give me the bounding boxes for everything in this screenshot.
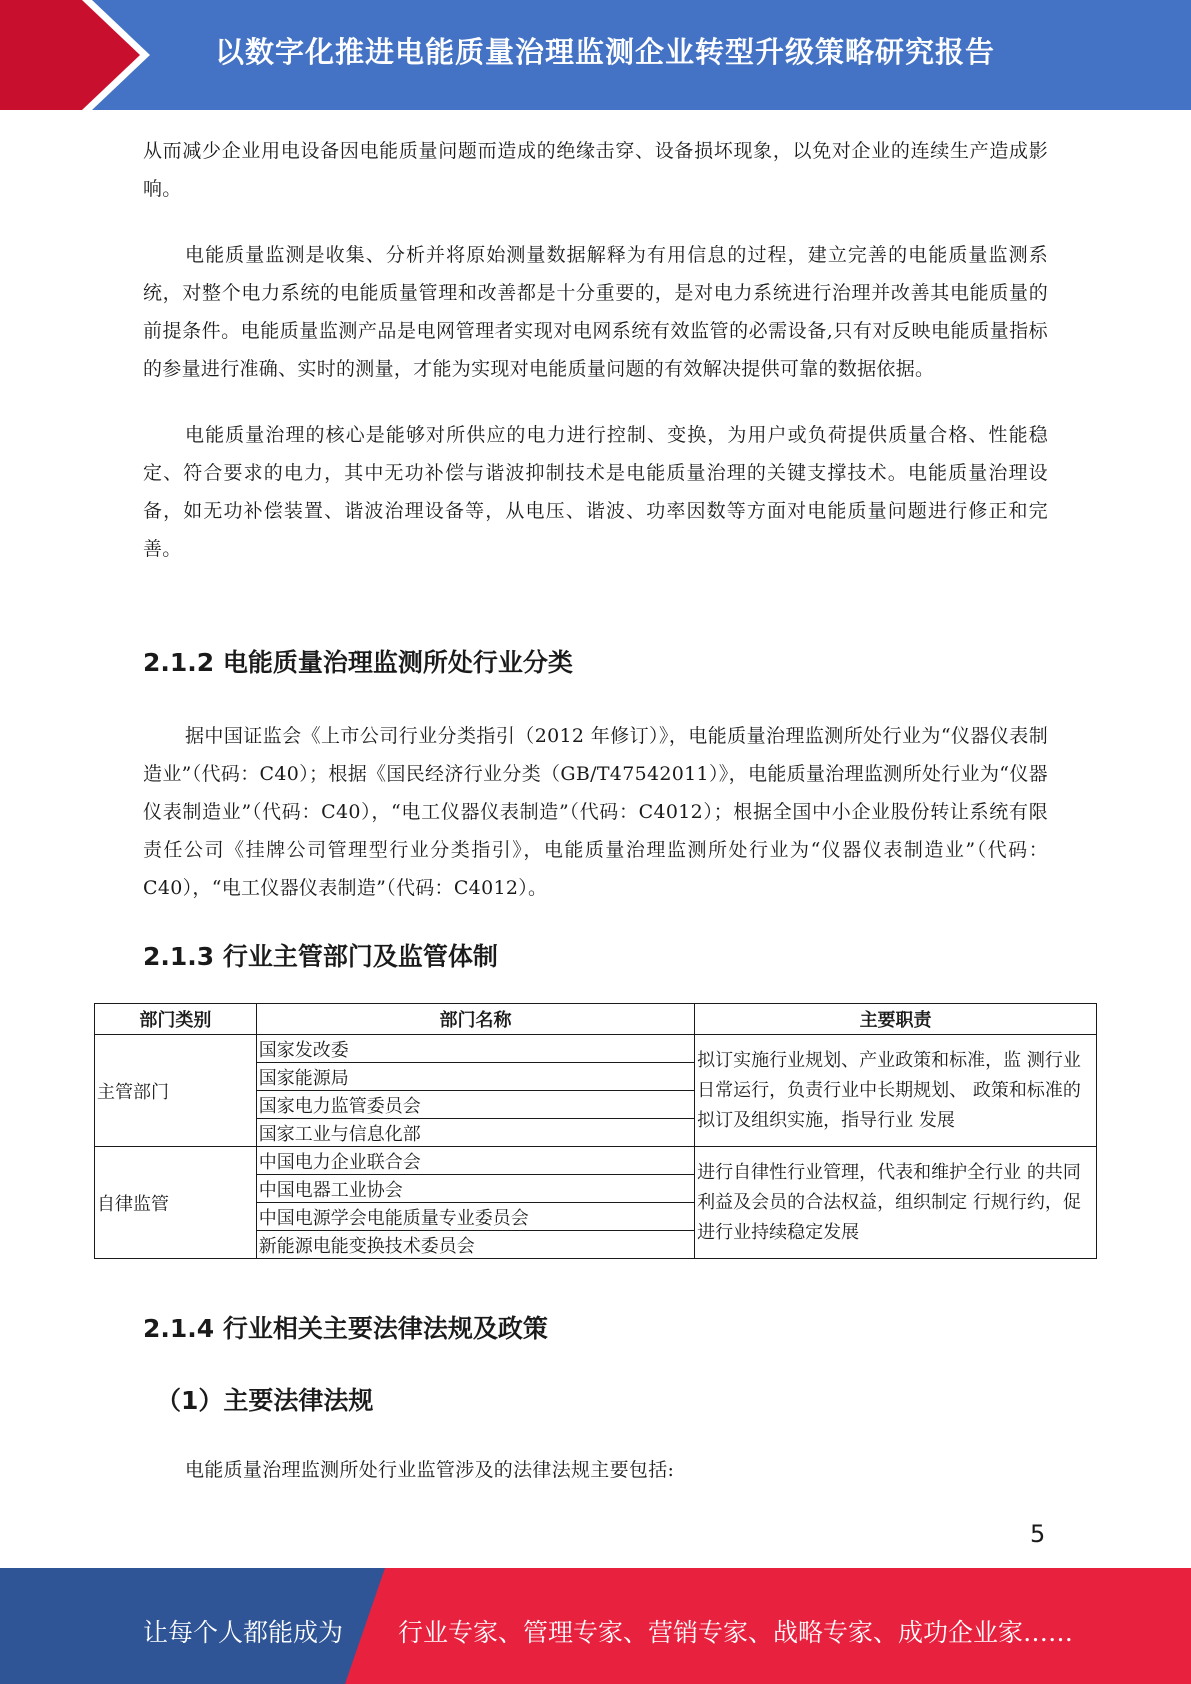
category-cell: 自律监管 [95,1147,257,1259]
table-header-duty: 主要职责 [695,1004,1097,1035]
subheading-main-laws: （1）主要法律法规 [156,1386,374,1415]
footer-slogan-left: 让每个人都能成为 [143,1618,344,1647]
dept-name-cell: 国家工业与信息化部 [256,1119,694,1147]
dept-name-cell: 国家发改委 [256,1035,694,1063]
paragraph-classification: 据中国证监会《上市公司行业分类指引（2012 年修订）》，电能质量治理监测所处行业为“仪器仪表制造业”（代码：C40）；根据《国民经济行业分类（GB/T47542011）》，电能质量治理监测所处行业为“仪器仪表制造业”（代码：C40），“电工仪器仪表制造”（代码：C4012）；根据全国中小企业股份转让系统有限责任公司《挂牌公司管理型行业分类指引》，电能质量治理监测所处行业为“仪器仪表制造业”（代码：C40），“电工仪器仪表制造”（代码：C4012）。 [143,725,1048,899]
footer-slogan-right: 行业专家、管理专家、营销专家、战略专家、成功企业家…… [398,1618,1074,1647]
paragraph-laws-intro: 电能质量治理监测所处行业监管涉及的法律法规主要包括: [185,1459,675,1481]
table-header-name: 部门名称 [256,1004,694,1035]
dept-name-cell: 国家能源局 [256,1063,694,1091]
section-heading-2-1-4: 2.1.4 行业相关主要法律法规及政策 [143,1314,548,1343]
section-heading-2-1-2: 2.1.2 电能质量治理监测所处行业分类 [143,648,573,677]
page-header [0,0,1191,110]
report-title: 以数字化推进电能质量治理监测企业转型升级策略研究报告 [215,35,996,69]
paragraph-governance: 电能质量治理的核心是能够对所供应的电力进行控制、变换，为用户或负荷提供质量合格、性能稳定、符合要求的电力，其中无功补偿与谐波抑制技术是电能质量治理的关键支撑技术。电能质量治理设备，如无功补偿装置、谐波治理设备等，从电压、谐波、功率因数等方面对电能质量问题进行修正和完善。 [143,424,1048,560]
table-header-row [95,1004,1097,1035]
table-row [95,1147,1097,1175]
duty-cell: 拟订实施行业规划、产业政策和标准，监 测行业日常运行，负责行业中长期规划、 政策和标准的拟订及组织实施，指导行业 发展 [695,1035,1097,1147]
main-content [143,132,1048,596]
header-red-chevron [0,0,140,110]
dept-name-cell: 国家电力监管委员会 [256,1091,694,1119]
table-header-category: 部门类别 [95,1004,257,1035]
department-table [94,1003,1097,1259]
dept-name-cell: 中国电力企业联合会 [256,1147,694,1175]
section-heading-2-1-3: 2.1.3 行业主管部门及监管体制 [143,942,498,971]
classification-content [143,717,1048,935]
table-row [95,1035,1097,1063]
page-number: 5 [1030,1520,1046,1548]
category-cell: 主管部门 [95,1035,257,1147]
page-footer [0,1568,1191,1684]
dept-name-cell: 中国电器工业协会 [256,1175,694,1203]
dept-name-cell: 新能源电能变换技术委员会 [256,1231,694,1259]
duty-cell: 进行自律性行业管理，代表和维护全行业 的共同利益及会员的合法权益，组织制定 行规行约，促进行业持续稳定发展 [695,1147,1097,1259]
paragraph-intro: 从而减少企业用电设备因电能质量问题而造成的绝缘击穿、设备损坏现象，以免对企业的连续生产造成影响。 [143,140,1048,200]
paragraph-monitoring: 电能质量监测是收集、分析并将原始测量数据解释为有用信息的过程，建立完善的电能质量监测系统，对整个电力系统的电能质量管理和改善都是十分重要的，是对电力系统进行治理并改善其电能质量的前提条件。电能质量监测产品是电网管理者实现对电网系统有效监管的必需设备,只有对反映电能质量指标的参量进行准确、实时的测量，才能为实现对电能质量问题的有效解决提供可靠的数据依据。 [143,244,1048,380]
laws-content [143,1451,1048,1517]
dept-name-cell: 中国电源学会电能质量专业委员会 [256,1203,694,1231]
